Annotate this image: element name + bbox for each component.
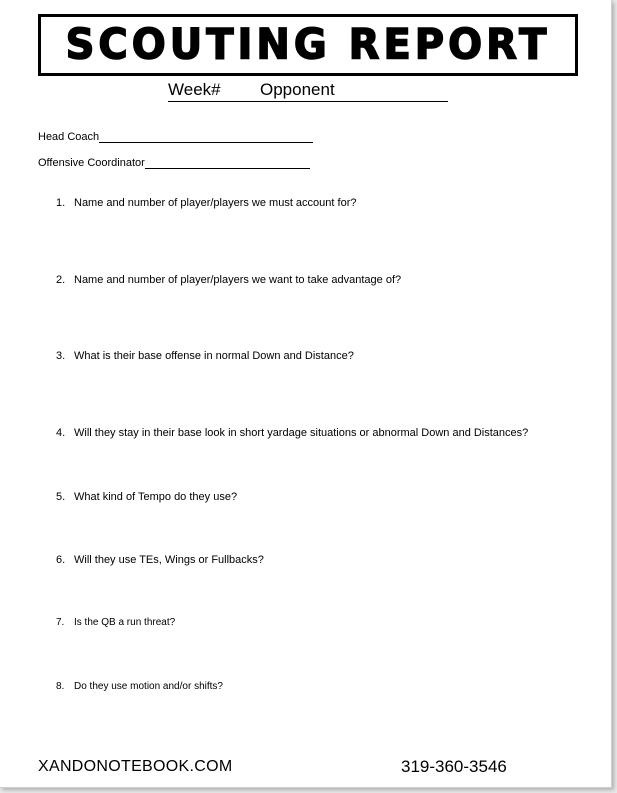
week-opponent-line: [168, 80, 448, 102]
question-text: What kind of Tempo do they use?: [74, 491, 238, 503]
question-number: 6.: [56, 554, 66, 566]
question-number: 5.: [56, 491, 66, 503]
question-item: [56, 681, 223, 692]
question-number: 4.: [56, 427, 66, 439]
question-text: Will they stay in their base look in short yardage situations or abnormal Down and Distances?: [74, 427, 529, 439]
question-number: 1.: [56, 197, 66, 209]
question-text: Do they use motion and/or shifts?: [74, 681, 223, 692]
offensive-coordinator-blank: [145, 157, 310, 169]
question-text: What is their base offense in normal Down and Distance?: [74, 350, 354, 362]
offensive-coordinator-label: Offensive Coordinator: [38, 157, 145, 169]
question-number: 3.: [56, 350, 66, 362]
question-number: 8.: [56, 681, 65, 692]
question-number: 7.: [56, 617, 65, 628]
title-box: [38, 14, 578, 76]
page-title: SCOUTING REPORT: [65, 20, 551, 70]
head-coach-blank: [99, 131, 313, 143]
week-label: Week#: [168, 80, 221, 99]
question-item: [56, 554, 264, 566]
question-item: [56, 274, 401, 286]
footer-website: XANDONOTEBOOK.COM: [38, 758, 233, 775]
question-text: Name and number of player/players we want to take advantage of?: [74, 274, 402, 286]
head-coach-label: Head Coach: [38, 131, 100, 143]
question-text: Will they use TEs, Wings or Fullbacks?: [74, 554, 264, 566]
question-item: [56, 491, 237, 503]
question-item: [56, 617, 175, 628]
head-coach-field: [38, 131, 313, 143]
footer-phone: 319-360-3546: [401, 757, 507, 776]
question-number: 2.: [56, 274, 66, 286]
question-text: Name and number of player/players we must account for?: [74, 197, 357, 209]
question-item: [56, 427, 528, 439]
question-item: [56, 197, 356, 209]
question-item: [56, 350, 354, 362]
offensive-coordinator-field: [38, 157, 310, 169]
opponent-label: Opponent: [260, 80, 335, 99]
question-text: Is the QB a run threat?: [74, 617, 176, 628]
